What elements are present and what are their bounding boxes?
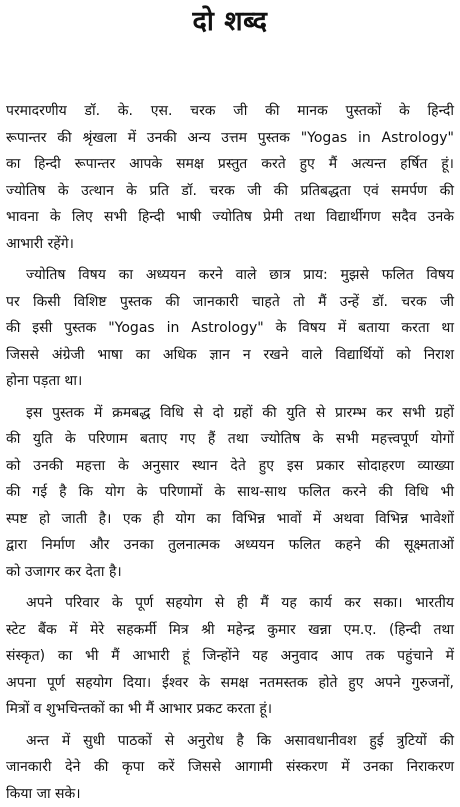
body-text <box>6 98 454 807</box>
page-title: दो शब्द <box>0 4 460 40</box>
text-line: जानकारी देने की कृपा करें जिससे आगामी संस्करण में उनका निराकरण <box>6 754 454 781</box>
paragraph-3 <box>6 400 454 586</box>
text-line: की गई है कि योग के परिणामों के साथ-साथ फलित करने की विधि भी <box>6 479 454 506</box>
text-line: की इसी पुस्तक "Yogas in Astrology" के विषय में बताया करता था <box>6 315 454 342</box>
paragraph-4 <box>6 590 454 723</box>
text-line: रूपान्तर की श्रृंखला में उनकी अन्य उत्तम पुस्तक "Yogas in Astrology" <box>6 125 454 152</box>
text-line: परमादरणीय डॉ. के. एस. चरक जी की मानक पुस्तकों के हिन्दी <box>6 98 454 125</box>
text-line: ज्योतिष के उत्थान के प्रति डॉ. चरक जी की प्रतिबद्धता एवं समर्पण की <box>6 178 454 205</box>
text-line: की युति के परिणाम बताए गए हैं तथा ज्योतिष के सभी महत्त्वपूर्ण योगों <box>6 426 454 453</box>
text-line: इस पुस्तक में क्रमबद्ध विधि से दो ग्रहों की युति से प्रारम्भ कर सभी ग्रहों <box>6 400 454 427</box>
text-line: का हिन्दी रूपान्तर आपके समक्ष प्रस्तुत करते हुए मैं अत्यन्त हर्षित हूं। <box>6 151 454 178</box>
text-line: आभारी रहेंगे। <box>6 231 454 258</box>
text-line: ज्योतिष विषय का अध्ययन करने वाले छात्र प्राय: मुझसे फलित विषय <box>6 262 454 289</box>
text-line: भावना के लिए सभी हिन्दी भाषी ज्योतिष प्रेमी तथा विद्यार्थीगण सदैव उनके <box>6 204 454 231</box>
paragraph-5 <box>6 728 454 807</box>
text-line: द्वारा निर्माण और उनका तुलनात्मक अध्ययन फलित कहने की सूक्ष्मताओं <box>6 532 454 559</box>
text-line: अपना पूर्ण सहयोग दिया। ईश्वर के समक्ष नतमस्तक होते हुए अपने गुरुजनों, <box>6 670 454 697</box>
text-line: स्पष्ट हो जाती है। एक ही योग का विभिन्न भावों में अथवा विभिन्न भावेशों <box>6 506 454 533</box>
text-line: पर किसी विशिष्ट पुस्तक की जानकारी चाहते तो मैं उन्हें डॉ. चरक जी <box>6 289 454 316</box>
text-line: मित्रों व शुभचिन्तकों का भी मैं आभार प्रकट करता हूं। <box>6 696 454 723</box>
text-line: होना पड़ता था। <box>6 368 454 395</box>
text-line: किया जा सके। <box>6 781 454 807</box>
text-line: अन्त में सुधी पाठकों से अनुरोध है कि असावधानीवश हुई त्रुटियों की <box>6 728 454 755</box>
text-line: स्टेट बैंक में मेरे सहकर्मी मित्र श्री महेन्द्र कुमार खन्ना एम.ए. (हिन्दी तथा <box>6 617 454 644</box>
text-line: अपने परिवार के पूर्ण सहयोग से ही मैं यह कार्य कर सका। भारतीय <box>6 590 454 617</box>
text-line: संस्कृत) का भी मैं आभारी हूं जिन्होंने यह अनुवाद आप तक पहुंचाने में <box>6 643 454 670</box>
text-line: जिससे अंग्रेजी भाषा का अधिक ज्ञान न रखने वाले विद्यार्थियों को निराश <box>6 342 454 369</box>
text-line: को उजागर कर देता है। <box>6 559 454 586</box>
paragraph-2 <box>6 262 454 395</box>
text-line: को उनकी महत्ता के अनुसार स्थान देते हुए इस प्रकार सोदाहरण व्याख्या <box>6 453 454 480</box>
paragraph-1 <box>6 98 454 257</box>
